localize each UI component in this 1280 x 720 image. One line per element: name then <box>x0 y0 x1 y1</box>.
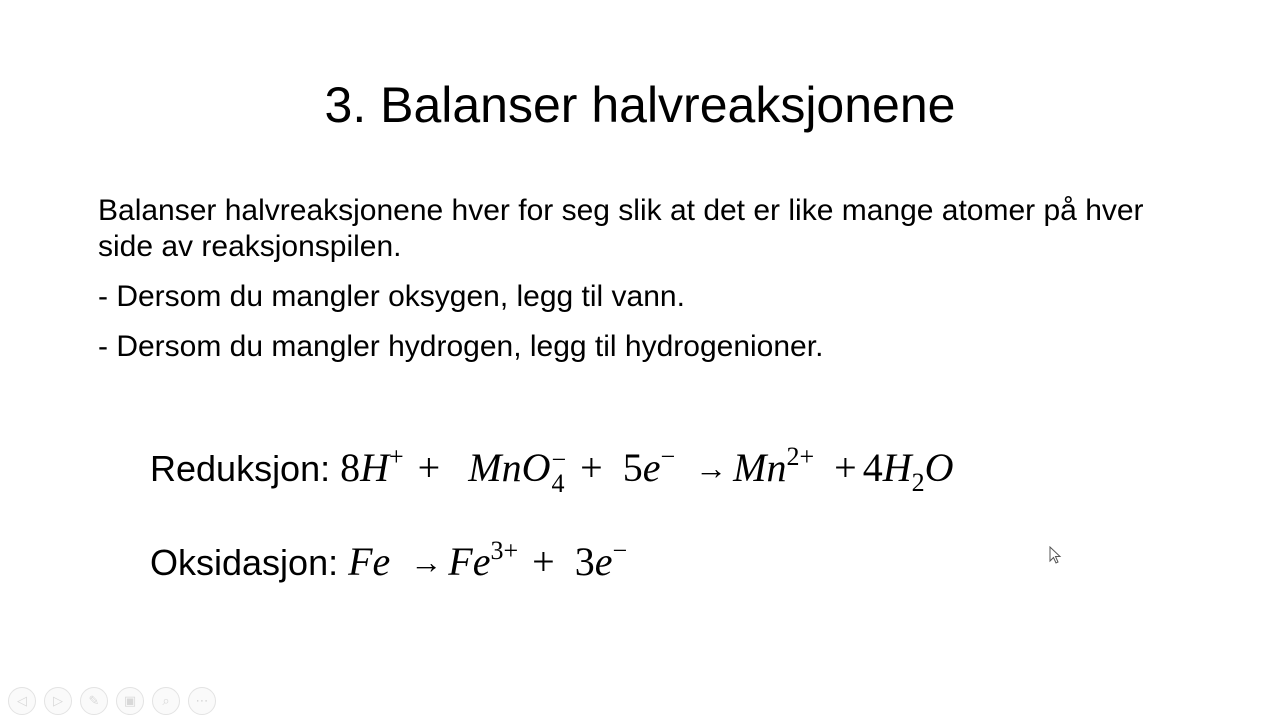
term-charge: 3+ <box>490 536 519 565</box>
pen-tool-button[interactable] <box>80 687 108 715</box>
term-subscript: 4 <box>551 468 565 498</box>
more-options-button[interactable] <box>188 687 216 715</box>
zoom-button[interactable] <box>152 687 180 715</box>
term-supsub <box>551 444 567 498</box>
term-subscript: 2 <box>911 468 925 497</box>
term-symbol: F <box>348 539 373 584</box>
term-coef: 8 <box>340 445 361 490</box>
oxidation-formula <box>348 536 628 584</box>
oxidation-equation <box>150 537 627 589</box>
term-charge: − <box>660 442 676 471</box>
term-symbol: e <box>372 539 391 584</box>
term-symbol: e <box>472 539 491 584</box>
plus-sign: + <box>834 445 857 490</box>
reduction-equation <box>150 443 953 496</box>
term-symbol: H <box>360 445 389 490</box>
slide-sorter-button[interactable] <box>116 687 144 715</box>
term-symbol: O <box>521 445 551 490</box>
pen-icon: ✎ <box>88 693 100 708</box>
reaction-arrow: → <box>410 544 443 580</box>
previous-slide-button[interactable] <box>8 687 36 715</box>
plus-sign: + <box>532 539 555 584</box>
zoom-icon: ⌕ <box>162 693 170 708</box>
term-symbol: n <box>766 445 787 490</box>
reaction-arrow: → <box>695 450 728 486</box>
term-charge: + <box>389 442 404 471</box>
oxidation-label: Oksidasjon: <box>150 542 339 583</box>
intro-paragraph: Balanser halvreaksjonene hver for seg slik at det er like mange atomer på hver side av reaksjonspilen. <box>98 194 1144 263</box>
mouse-cursor-icon <box>1049 546 1063 566</box>
term-coef: 3 <box>574 539 595 584</box>
term-symbol: e <box>642 445 661 490</box>
term-symbol: M <box>468 445 502 490</box>
term-symbol: H <box>882 445 912 490</box>
plus-sign: + <box>580 445 603 490</box>
slide-title: 3. Balanser halvreaksjonene <box>324 77 956 133</box>
reduction-label: Reduksjon: <box>150 448 331 489</box>
term-symbol: M <box>733 445 767 490</box>
plus-sign: + <box>417 445 441 490</box>
bullet-oxygen: - Dersom du mangler oksygen, legg til vann. <box>98 280 685 313</box>
term-charge: − <box>612 536 628 565</box>
term-coef: 5 <box>622 445 643 490</box>
reduction-formula <box>340 442 954 498</box>
term-symbol: e <box>594 539 613 584</box>
previous-icon: ◁ <box>17 693 27 708</box>
term-symbol: n <box>501 445 522 490</box>
ellipsis-icon: ⋯ <box>195 693 209 708</box>
term-charge: 2+ <box>786 442 815 471</box>
slideshow-toolbar <box>8 686 216 716</box>
next-icon: ▷ <box>53 693 63 708</box>
term-charge: − <box>551 444 567 474</box>
term-symbol: F <box>448 539 473 584</box>
term-coef: 4 <box>862 445 883 490</box>
bullet-hydrogen: - Dersom du mangler hydrogen, legg til hydrogenioner. <box>98 330 824 363</box>
term-symbol: O <box>924 445 954 490</box>
next-slide-button[interactable] <box>44 687 72 715</box>
slides-icon: ▣ <box>123 693 137 708</box>
slide-body <box>98 193 1198 379</box>
